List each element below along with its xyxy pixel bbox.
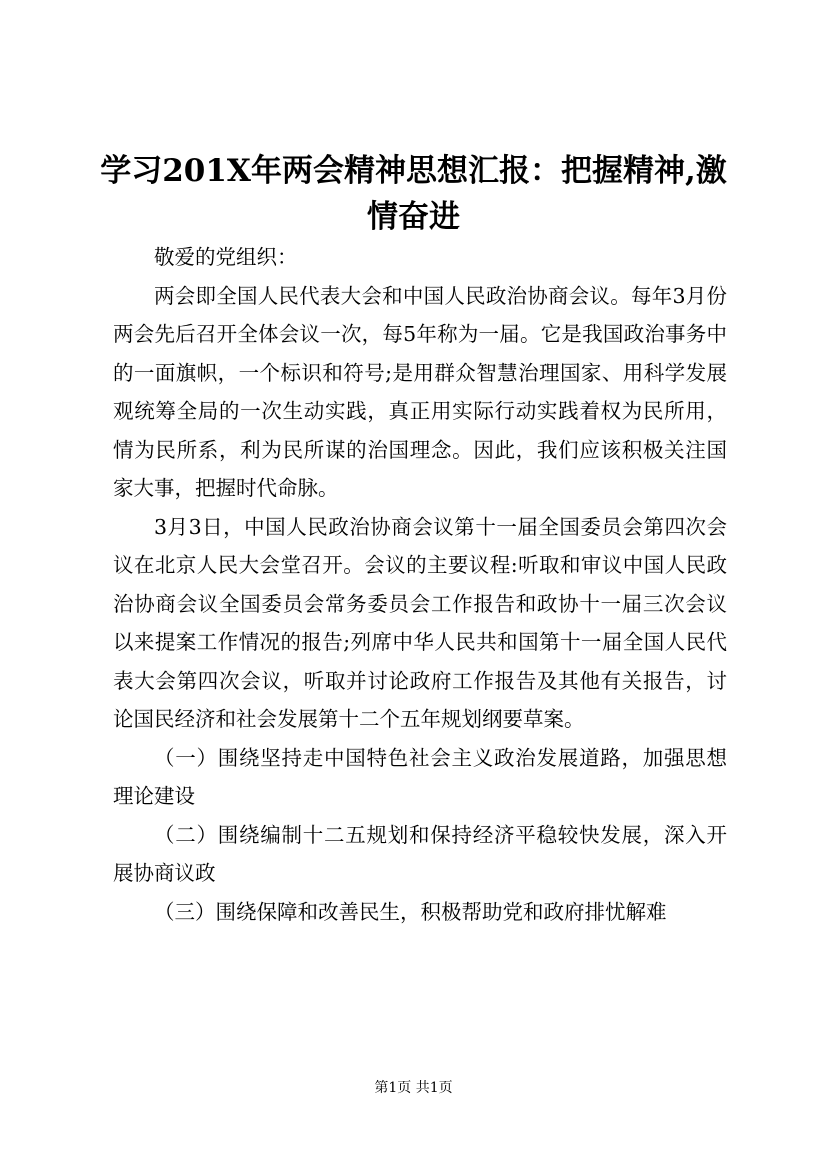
- paragraph-2: 3月3日，中国人民政治协商会议第十一届全国委员会第四次会议在北京人民大会堂召开。会议的主要议程:听取和审议中国人民政治协商会议全国委员会常务委员会工作报告和政协十一届三次会议以来提案工作情况的报告;列席中华人民共和国第十一届全国人民代表大会第四次会议，听取并讨论政府工作报告及其他有关报告，讨论国民经济和社会发展第十二个五年规划纲要草案。: [113, 514, 727, 731]
- paragraph-1: 两会即全国人民代表大会和中国人民政治协商会议。每年3月份两会先后召开全体会议一次，每5年称为一届。它是我国政治事务中的一面旗帜，一个标识和符号;是用群众智慧治理国家、用科学发展观统筹全局的一次生动实践，真正用实际行动实践着权为民所用，情为民所系，利为民所谋的治国理念。因此，我们应该积极关注国家大事，把握时代命脉。: [113, 283, 727, 500]
- document-title: 学习201X年两会精神思想汇报：把握精神,激情奋进: [100, 153, 727, 235]
- page-footer: 第1页 共1页: [374, 1080, 453, 1096]
- document-body: [113, 238, 727, 931]
- paragraph-3: （一）围绕坚持走中国特色社会主义政治发展道路，加强思想理论建设: [113, 745, 727, 808]
- paragraph-5: （三）围绕保障和改善民生，积极帮助党和政府排忧解难: [154, 899, 667, 924]
- salutation: 敬爱的党组织：: [154, 245, 298, 269]
- paragraph-4: （二）围绕编制十二五规划和保持经济平稳较快发展，深入开展协商议政: [113, 822, 727, 885]
